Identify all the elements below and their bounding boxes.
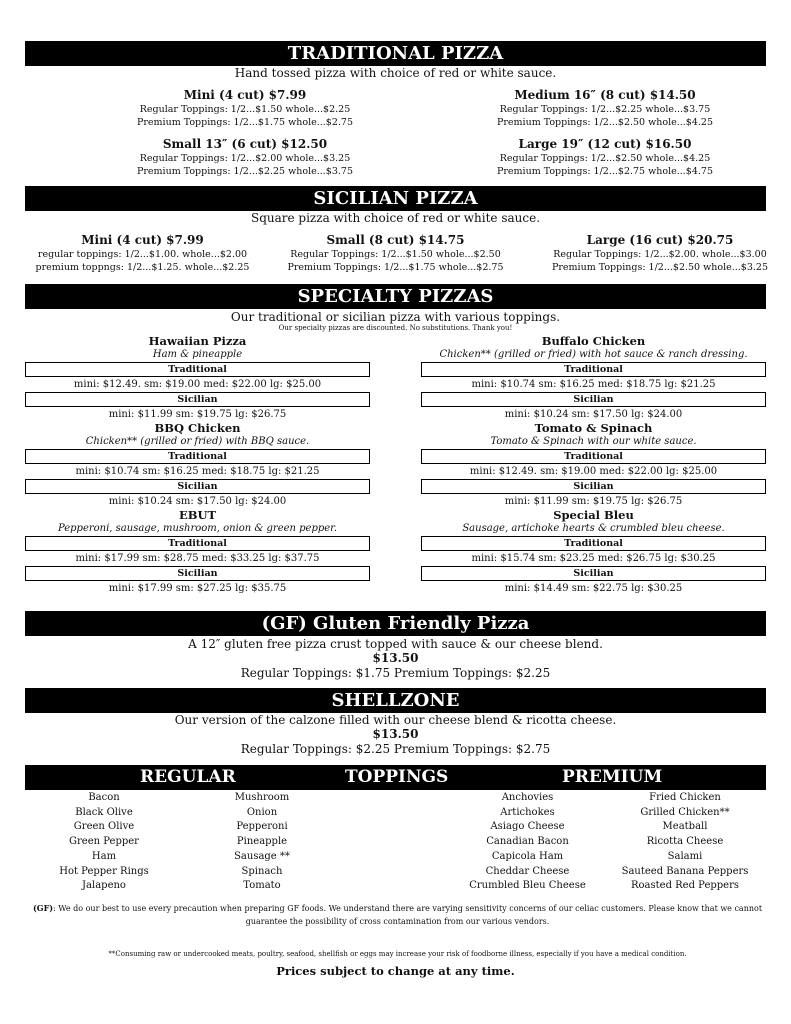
gluten-friendly-header: (GF) Gluten Friendly Pizza [25, 611, 766, 636]
shellzone-price: $13.50 [372, 727, 419, 741]
topping-item: Ricotta Cheese [646, 836, 724, 848]
size-title: Large 19″ (12 cut) $16.50 [518, 137, 692, 151]
topping-item: Black Olive [75, 806, 133, 818]
topping-item: Asiago Cheese [490, 821, 565, 833]
traditional-label: Traditional [25, 536, 370, 551]
traditional-prices: mini: $12.49. sm: $19.00 med: $22.00 lg: $25.00 [73, 379, 322, 390]
topping-item: Bacon [88, 792, 120, 803]
sicilian-label: Sicilian [25, 479, 370, 494]
sicilian-size-mini [25, 232, 260, 274]
topping-item: Pineapple [236, 836, 288, 848]
topping-item: Canadian Bacon [486, 836, 569, 848]
topping-item: Green Pepper [69, 836, 139, 848]
specialty-description: Chicken** (grilled or fried) with BBQ sauce. [85, 436, 310, 447]
size-title: Small 13″ (6 cut) $12.50 [162, 137, 328, 151]
specialty-name: EBUT [178, 508, 217, 522]
traditional-label: Traditional [25, 449, 370, 464]
sicilian-prices: mini: $11.99 sm: $19.75 lg: $26.75 [108, 409, 287, 420]
regular-toppings-price: regular toppings: 1/2...$1.00. whole...$2.00 [37, 249, 248, 260]
topping-item: Anchovies [501, 792, 554, 803]
sicilian-label: Sicilian [421, 479, 766, 494]
traditional-size-large [470, 136, 740, 178]
sicilian-prices: mini: $14.49 sm: $22.75 lg: $30.25 [504, 583, 683, 594]
topping-item: Onion [246, 806, 278, 818]
size-title: Small (8 cut) $14.75 [326, 233, 465, 247]
topping-item: Jalapeno [82, 880, 126, 892]
shellzone-header: SHELLZONE [25, 688, 766, 713]
specialty-item-ebut [25, 508, 370, 596]
traditional-pizza-subtitle: Hand tossed pizza with choice of red or white sauce. [234, 66, 557, 80]
premium-toppings-price: Premium Toppings: 1/2...$2.50 whole...$3.25 [551, 262, 768, 273]
size-title: Mini (4 cut) $7.99 [81, 233, 204, 247]
traditional-size-medium [470, 87, 740, 129]
premium-toppings-list-2 [615, 791, 755, 894]
premium-toppings-price: Premium Toppings: 1/2...$2.75 whole...$4.75 [496, 166, 713, 177]
premium-toppings-label: PREMIUM [562, 767, 663, 787]
sicilian-prices: mini: $10.24 sm: $17.50 lg: $24.00 [504, 409, 683, 420]
premium-toppings-price: Premium Toppings: 1/2...$2.25 whole...$3.75 [136, 166, 353, 177]
traditional-label: Traditional [25, 362, 370, 377]
traditional-size-mini [110, 87, 380, 129]
topping-item: Capicola Ham [491, 850, 564, 862]
specialty-name: Tomato & Spinach [534, 421, 653, 435]
topping-item: Salami [667, 850, 703, 862]
sicilian-prices: mini: $10.24 sm: $17.50 lg: $24.00 [108, 496, 287, 507]
toppings-header [25, 765, 766, 790]
specialty-item-buffalo-chicken [421, 334, 766, 422]
topping-item: Green Olive [73, 821, 135, 833]
topping-item: Roasted Red Peppers [630, 880, 740, 892]
regular-toppings-list-1 [45, 791, 163, 894]
sicilian-prices: mini: $11.99 sm: $19.75 lg: $26.75 [504, 496, 683, 507]
traditional-prices: mini: $12.49. sm: $19.00 med: $22.00 lg: $25.00 [469, 466, 718, 477]
sicilian-size-large [540, 232, 780, 274]
traditional-pizza-header: TRADITIONAL PIZZA [25, 41, 766, 66]
specialty-item-bbq-chicken [25, 421, 370, 509]
traditional-label: Traditional [421, 362, 766, 377]
specialty-description: Pepperoni, sausage, mushroom, onion & green pepper. [57, 523, 338, 534]
specialty-description: Sausage, artichoke hearts & crumbled bleu cheese. [462, 523, 725, 534]
topping-item: Tomato [243, 880, 281, 892]
specialty-description: Chicken** (grilled or fried) with hot sauce & ranch dressing. [439, 349, 748, 360]
specialty-pizzas-header: SPECIALTY PIZZAS [25, 284, 766, 309]
regular-toppings-list-2 [203, 791, 321, 894]
traditional-label: Traditional [421, 536, 766, 551]
size-title: Large (16 cut) $20.75 [586, 233, 734, 247]
premium-toppings-price: Premium Toppings: 1/2...$1.75 whole...$2.75 [287, 262, 504, 273]
topping-item: Cheddar Cheese [485, 865, 570, 877]
regular-toppings-price: Regular Toppings: 1/2...$1.50 whole...$2.25 [139, 104, 351, 115]
specialty-description: Ham & pineapple [152, 349, 243, 360]
traditional-label: Traditional [421, 449, 766, 464]
specialty-name: Buffalo Chicken [541, 334, 646, 348]
topping-item: Pepperoni [236, 821, 288, 833]
topping-item: Mushroom [234, 792, 290, 803]
topping-item: Ham [91, 850, 117, 862]
gf-disclaimer-text: : We do our best to use every precaution when preparing GF foods. We understand there are varying sensitivity concerns of our celiac customers. Please know that we cannot guarantee the possibility of cross contamination from our various vendors. [53, 904, 763, 926]
toppings-title: TOPPINGS [345, 767, 449, 787]
topping-item: Crumbled Bleu Cheese [469, 880, 586, 892]
specialty-description: Tomato & Spinach with our white sauce. [490, 436, 697, 447]
premium-toppings-list-1 [460, 791, 595, 894]
gluten-friendly-description: A 12″ gluten free pizza crust topped with sauce & our cheese blend. [188, 637, 603, 651]
traditional-prices: mini: $10.74 sm: $16.25 med: $18.75 lg: $21.25 [471, 379, 716, 390]
premium-toppings-price: premium toppngs: 1/2...$1.25. whole...$2.25 [35, 262, 250, 273]
specialty-pizzas-subtitle: Our traditional or sicilian pizza with various toppings. [230, 310, 561, 324]
regular-toppings-price: Regular Toppings: 1/2...$2.00 whole...$3.25 [139, 153, 351, 164]
sicilian-label: Sicilian [421, 392, 766, 407]
topping-item: Artichokes [500, 806, 555, 818]
specialty-item-special-bleu [421, 508, 766, 596]
shellzone-toppings: Regular Toppings: $2.25 Premium Toppings: $2.75 [240, 742, 551, 756]
size-title: Medium 16″ (8 cut) $14.50 [514, 88, 696, 102]
sicilian-prices: mini: $17.99 sm: $27.25 lg: $35.75 [108, 583, 287, 594]
shellzone-description: Our version of the calzone filled with our cheese blend & ricotta cheese. [174, 713, 617, 727]
regular-toppings-price: Regular Toppings: 1/2...$2.50 whole...$4.25 [499, 153, 711, 164]
gluten-friendly-price: $13.50 [372, 651, 419, 665]
gluten-friendly-toppings: Regular Toppings: $1.75 Premium Toppings: $2.25 [240, 666, 551, 680]
regular-toppings-price: Regular Toppings: 1/2...$2.00. whole...$3.00 [553, 249, 767, 260]
sicilian-label: Sicilian [421, 566, 766, 581]
sicilian-pizza-subtitle: Square pizza with choice of red or white sauce. [250, 211, 541, 225]
specialty-note: Our specialty pizzas are discounted. No substitutions. Thank you! [278, 324, 513, 332]
topping-item: Meatball [662, 821, 708, 833]
topping-item: Fried Chicken [649, 792, 721, 803]
premium-toppings-price: Premium Toppings: 1/2...$1.75 whole...$2.75 [136, 117, 353, 128]
premium-toppings-price: Premium Toppings: 1/2...$2.50 whole...$4.25 [496, 117, 713, 128]
traditional-size-small [110, 136, 380, 178]
specialty-item-tomato-spinach [421, 421, 766, 509]
topping-item: Grilled Chicken** [640, 806, 730, 818]
sicilian-size-small [278, 232, 513, 274]
traditional-prices: mini: $17.99 sm: $28.75 med: $33.25 lg: $37.75 [75, 553, 320, 564]
traditional-prices: mini: $15.74 sm: $23.25 med: $26.75 lg: $30.25 [471, 553, 716, 564]
topping-item: Hot Pepper Rings [59, 865, 149, 877]
consumer-warning: **Consuming raw or undercooked meats, poultry, seafood, shellfish or eggs may increase your risk of foodborne illness, especially if you have a medical condition. [108, 950, 687, 958]
traditional-prices: mini: $10.74 sm: $16.25 med: $18.75 lg: $21.25 [75, 466, 320, 477]
topping-item: Spinach [241, 865, 283, 877]
regular-toppings-label: REGULAR [140, 767, 236, 787]
topping-item: Sauteed Banana Peppers [621, 865, 749, 877]
gluten-friendly-disclaimer [30, 902, 765, 928]
sicilian-label: Sicilian [25, 566, 370, 581]
specialty-name: BBQ Chicken [154, 421, 241, 435]
specialty-name: Hawaiian Pizza [148, 334, 247, 348]
specialty-name: Special Bleu [553, 508, 634, 522]
gf-prefix: (GF) [32, 903, 54, 913]
specialty-item-hawaiian [25, 334, 370, 422]
sicilian-pizza-header: SICILIAN PIZZA [25, 186, 766, 211]
topping-item: Sausage ** [234, 850, 290, 862]
prices-note: Prices subject to change at any time. [276, 964, 515, 978]
regular-toppings-price: Regular Toppings: 1/2...$1.50 whole...$2.50 [290, 249, 501, 260]
size-title: Mini (4 cut) $7.99 [183, 88, 307, 102]
regular-toppings-price: Regular Toppings: 1/2...$2.25 whole...$3.75 [499, 104, 711, 115]
sicilian-label: Sicilian [25, 392, 370, 407]
